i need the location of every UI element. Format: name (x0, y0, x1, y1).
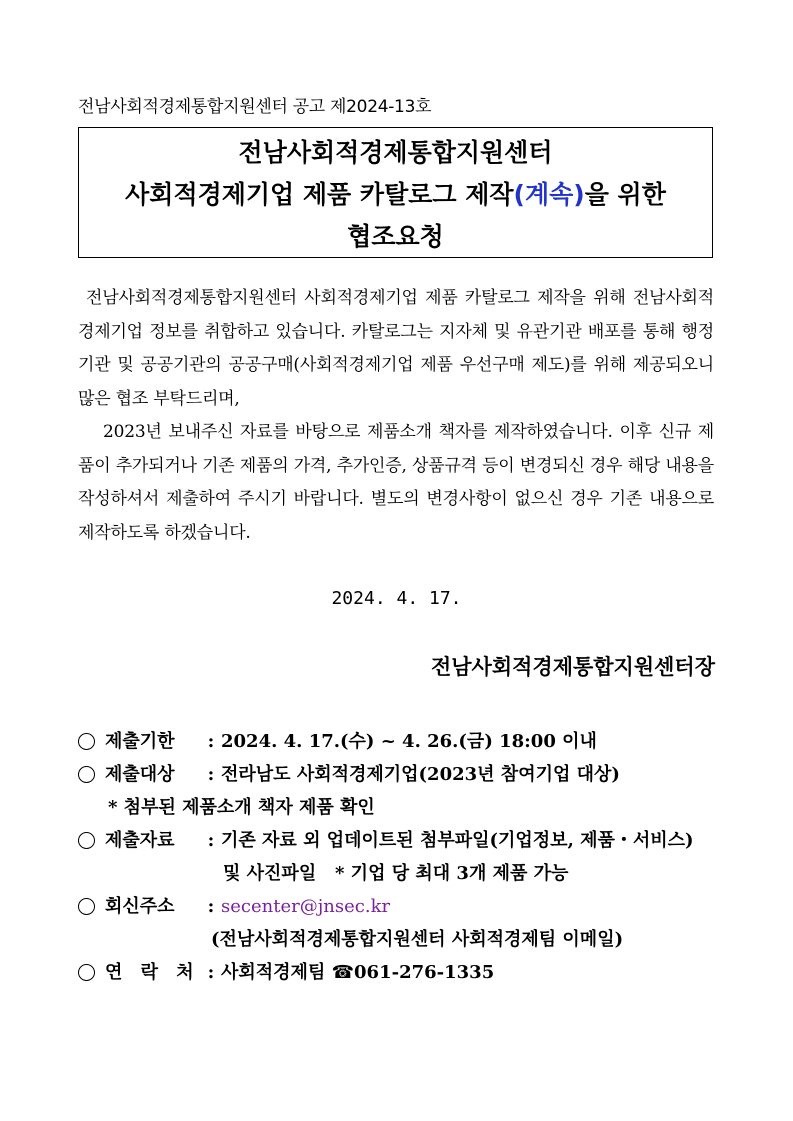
materials-label: 제출자료 (105, 830, 175, 851)
reply-note: (전남사회적경제통합지원센터 사회적경제팀 이메일) (211, 929, 624, 950)
reply-label: 회신주소 (105, 896, 175, 917)
title-line3: 협조요청 (347, 222, 444, 251)
reply-email-link[interactable]: secenter@jnsec.kr (221, 896, 391, 917)
deadline-label: 제출기한 (105, 731, 175, 752)
title-line2-main: 사회적경제기업 제품 카탈로그 제작 (125, 180, 514, 209)
deadline-row: 제출기한 : 2024. 4. 17.(수) ~ 4. 26.(금) 18:00 이내 (78, 725, 728, 758)
issue-date: 2024. 4. 17. (331, 588, 462, 609)
title-line1: 전남사회적경제통합지원센터 (238, 138, 553, 167)
title-line2 (79, 174, 712, 216)
target-label: 제출대상 (105, 764, 175, 785)
body-text (78, 282, 714, 550)
announcement-number: 전남사회적경제통합지원센터 공고 제2024-13호 (78, 97, 432, 117)
title-box (78, 127, 713, 258)
body-paragraph-1: 전남사회적경제통합지원센터 사회적경제기업 제품 카탈로그 제작을 위해 전남사회적경제기업 정보를 취합하고 있습니다. 카탈로그는 지자체 및 유관기관 배포를 통해 행정기관 및 공공기관의 공공구매(사회적경제기업 제품 우선구매 제도)를 위해 제공되오니 많은 협조 부탁드리며, (78, 288, 714, 409)
circle-bullet-icon (78, 964, 95, 981)
contact-phone: 061-276-1335 (354, 962, 495, 983)
circle-bullet-icon (78, 832, 95, 849)
circle-bullet-icon (78, 733, 95, 750)
contact-row: 연 락 처 : 사회적경제팀 ☎061-276-1335 (78, 956, 728, 989)
circle-bullet-icon (78, 766, 95, 783)
target-row: 제출대상 : 전라남도 사회적경제기업(2023년 참여기업 대상) (78, 758, 728, 791)
contact-team: 사회적경제팀 (221, 962, 332, 983)
materials-row: 제출자료 : 기존 자료 외 업데이트된 첨부파일(기업정보, 제품・서비스) (78, 824, 728, 857)
deadline-value: 2024. 4. 17.(수) ~ 4. 26.(금) 18:00 이내 (221, 731, 597, 752)
materials-value-2: 및 사진파일 * 기업 당 최대 3개 제품 가능 (223, 863, 569, 884)
materials-value: 기존 자료 외 업데이트된 첨부파일(기업정보, 제품・서비스) (221, 830, 694, 851)
title-continued-highlight: (계속) (513, 180, 585, 209)
submission-details (78, 725, 728, 989)
reply-row: 회신주소 : secenter@jnsec.kr (78, 890, 728, 923)
target-value: 전라남도 사회적경제기업(2023년 참여기업 대상) (221, 764, 620, 785)
phone-icon: ☎ (331, 962, 355, 983)
contact-label: 연 락 처 (105, 962, 200, 983)
target-note: * 첨부된 제품소개 책자 제품 확인 (108, 797, 375, 818)
title-line2-end: 을 위한 (584, 180, 666, 209)
signature: 전남사회적경제통합지원센터장 (430, 655, 715, 679)
circle-bullet-icon (78, 898, 95, 915)
body-paragraph-2: 2023년 보내주신 자료를 바탕으로 제품소개 책자를 제작하였습니다. 이후 신규 제품이 추가되거나 기존 제품의 가격, 추가인증, 상품규격 등이 변경되신 경우 해당 내용을 작성하셔서 제출하여 주시기 바랍니다. 별도의 변경사항이 없으신 경우 기존 내용으로 제작하도록 하겠습니다. (78, 422, 714, 543)
